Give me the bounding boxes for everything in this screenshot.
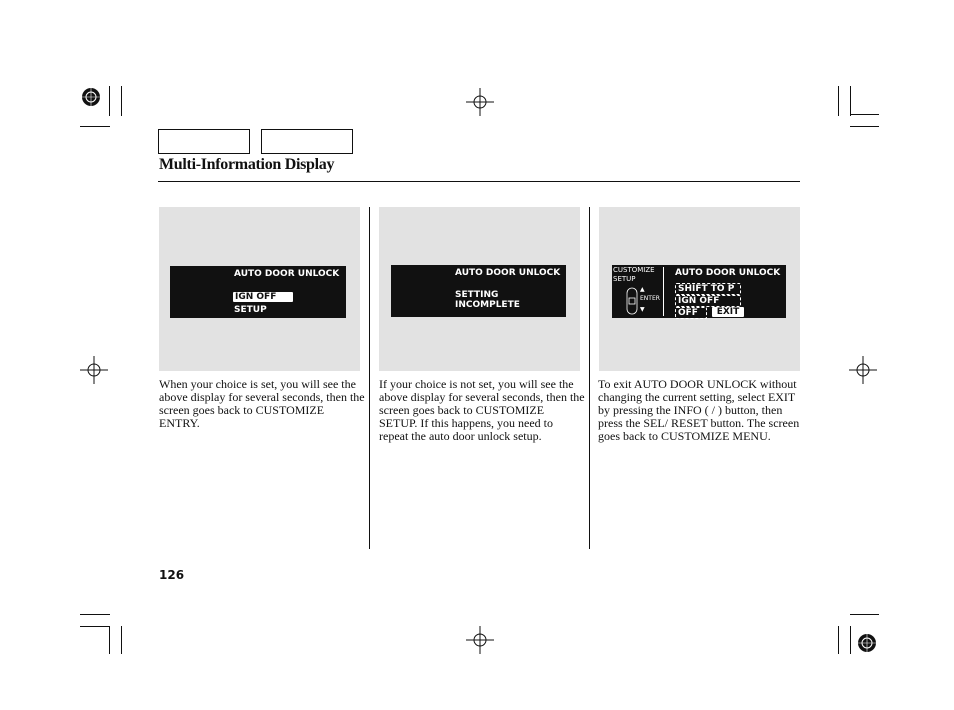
screen-line: INCOMPLETE (455, 300, 520, 310)
screen-line: SETUP (234, 305, 267, 315)
multi-info-screen (170, 266, 346, 318)
registration-target-icon (80, 86, 102, 108)
multi-info-screen (391, 265, 566, 317)
up-arrow-icon: ▲ (640, 286, 645, 293)
crosshair-icon (466, 626, 494, 654)
body-paragraph: When your choice is set, you will see the above display for several seconds, then the screen goes back to CUSTOMIZE ENTRY. (159, 377, 365, 430)
body-paragraph: If your choice is not set, you will see the above display for several seconds, then the screen goes back to CUSTOMIZE SETUP. If this happens, you need to repeat the auto door unlock setup. (379, 377, 585, 443)
selector-knob-icon (626, 287, 638, 315)
display-illustration (159, 207, 360, 371)
crosshair-icon (466, 88, 494, 116)
page-number: 126 (159, 568, 185, 582)
exit-option: EXIT (712, 307, 744, 317)
screen-title: AUTO DOOR UNLOCK (455, 268, 561, 278)
screen-option: OFF (675, 307, 707, 319)
registration-target-icon (856, 632, 878, 654)
column-divider (369, 207, 370, 549)
screen-option: IGN OFF (675, 295, 741, 307)
section-tab-box (261, 129, 353, 154)
page-title: Multi-Information Display (159, 156, 335, 173)
display-illustration (599, 207, 800, 371)
multi-info-screen (612, 265, 786, 318)
screen-title: AUTO DOOR UNLOCK (234, 269, 340, 279)
enter-label: ENTER (640, 295, 660, 302)
screen-line: SETTING (455, 290, 499, 300)
body-paragraph: To exit AUTO DOOR UNLOCK without changing the current setting, select EXIT by pressing the INFO ( / ) button, then press the SEL/ RESET button. The screen goes back to CUSTOMIZE MENU. (598, 377, 800, 443)
display-illustration (379, 207, 580, 371)
crosshair-icon (849, 356, 877, 384)
screen-side-label: SETUP (613, 275, 636, 283)
column-divider (589, 207, 590, 549)
screen-side-label: CUSTOMIZE (613, 266, 655, 274)
screen-option: SHIFT TO P (675, 283, 741, 295)
header-rule (158, 181, 800, 182)
section-tab-box (158, 129, 250, 154)
down-arrow-icon: ▼ (640, 306, 645, 313)
crosshair-icon (80, 356, 108, 384)
screen-title: AUTO DOOR UNLOCK (675, 268, 781, 278)
screen-selected-option: IGN OFF (233, 292, 293, 302)
